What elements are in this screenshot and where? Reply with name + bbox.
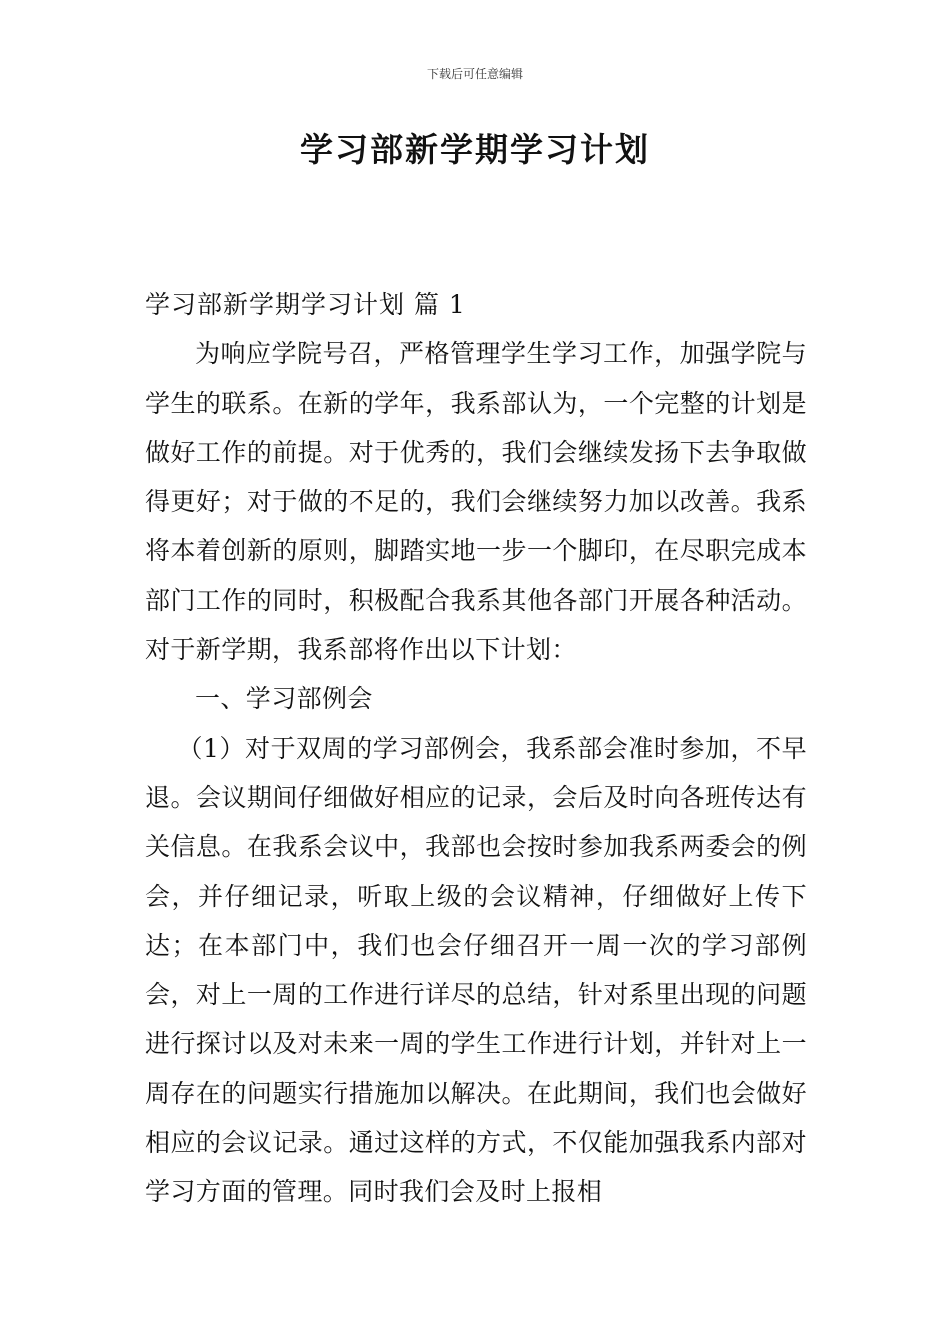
document-body bbox=[145, 280, 807, 1217]
section-heading: 学习部新学期学习计划 篇 1 bbox=[145, 290, 466, 319]
paragraph-intro: 为响应学院号召，严格管理学生学习工作，加强学院与学生的联系。在新的学年，我系部认为，一个完整的计划是做好工作的前提。对于优秀的，我们会继续发扬下去争取做得更好；对于做的不足的，我们会继续努力加以改善。我系将本着创新的原则，脚踏实地一步一个脚印，在尽职完成本部门工作的同时，积极配合我系其他各部门开展各种活动。对于新学期，我系部将作出以下计划： bbox=[145, 339, 807, 665]
paragraph-item-1: （1）对于双周的学习部例会，我系部会准时参加，不早退。会议期间仔细做好相应的记录，会后及时向各班传达有关信息。在我系会议中，我部也会按时参加我系两委会的例会，并仔细记录，听取上级的会议精神，仔细做好上传下达；在本部门中，我们也会仔细召开一周一次的学习部例会，对上一周的工作进行详尽的总结，针对系里出现的问题进行探讨以及对未来一周的学生工作进行计划，并针对上一周存在的问题实行措施加以解决。在此期间，我们也会做好相应的会议记录。通过这样的方式，不仅能加强我系内部对学习方面的管理。同时我们会及时上报相 bbox=[145, 733, 807, 1207]
document-title: 学习部新学期学习计划 bbox=[300, 130, 650, 169]
subheading-meetings: 一、学习部例会 bbox=[195, 684, 373, 714]
header-note: 下载后可任意编辑 bbox=[426, 67, 523, 81]
